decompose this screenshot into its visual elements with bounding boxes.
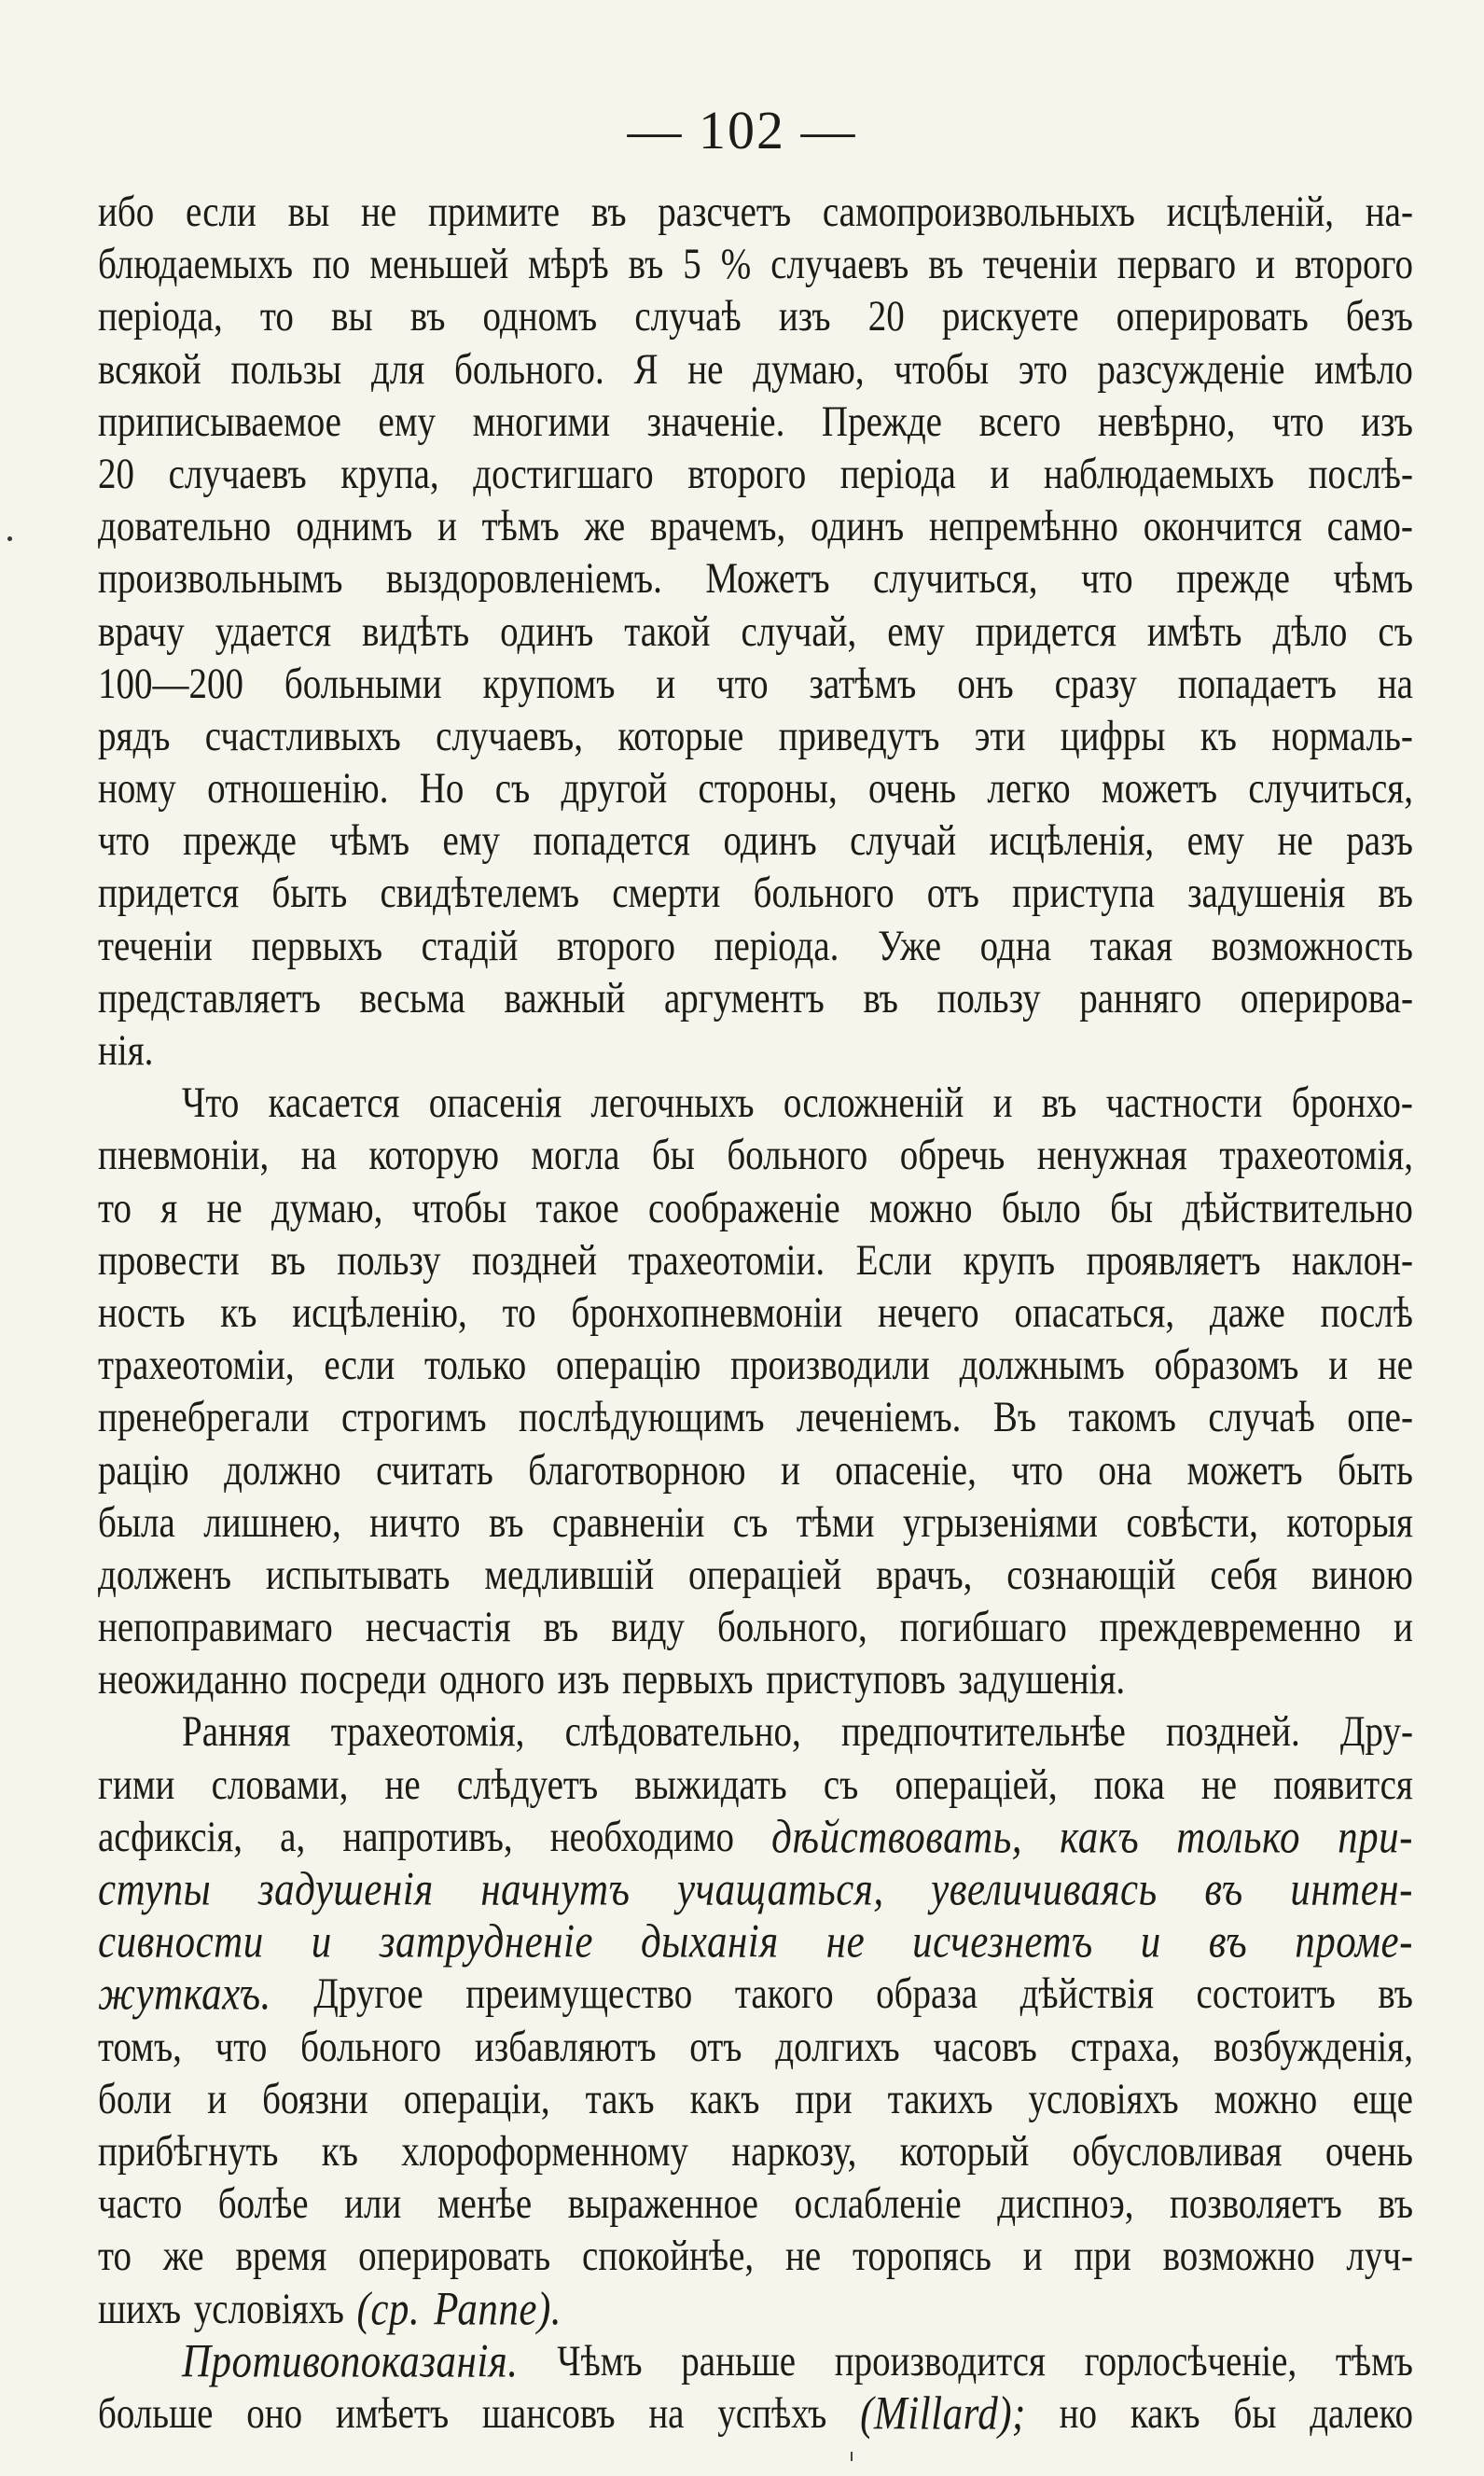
text-line: непоправимаго несчастія въ виду больного, погибшаго преждевременно и [98, 1604, 1413, 1651]
page-number: — 102 — [627, 100, 857, 160]
text-line: была лишнею, ничто въ сравненіи съ тѣми угрызеніями совѣсти, которыя [98, 1498, 1413, 1547]
text-line: то я не думаю, чтобы такое соображеніе можно было бы дѣйствительно [98, 1184, 1413, 1232]
text-line: 100—200 больными крупомъ и что затѣмъ онъ сразу попадаетъ на [98, 660, 1413, 708]
text-line: пневмоніи, на которую могла бы больного обречь ненужная трахеотомія, [98, 1132, 1413, 1180]
text-line: представляетъ весьма важный аргументъ въ пользу ранняго оперирова- [98, 974, 1413, 1022]
text-line: ступы задушенія начнутъ учащаться, увеличиваясь въ интен- [98, 1863, 1413, 1916]
body-text [98, 187, 1413, 2441]
margin-mark [7, 536, 12, 541]
text-line: боли и боязни операціи, такъ какъ при такихъ условіяхъ можно еще [98, 2075, 1413, 2123]
text-line: асфиксія, а, напротивъ, необходимо дѣйствовать, какъ только при- [98, 1811, 1413, 1863]
text-line: приписываемое ему многими значеніе. Прежде всего невѣрно, что изъ [98, 397, 1413, 446]
text-line: рацію должно считать благотворною и опасеніе, что она можетъ быть [98, 1446, 1413, 1495]
text-line: больше оно имѣетъ шансовъ на успѣхъ (Millard); но какъ бы далеко [98, 2387, 1413, 2440]
text-line: блюдаемыхъ по меньшей мѣрѣ въ 5 % случаевъ въ теченіи перваго и второго [98, 241, 1413, 288]
text-line: трахеотоміи, если только операцію производили должнымъ образомъ и не [98, 1342, 1413, 1389]
text-line: придется быть свидѣтелемъ смерти больного отъ приступа задушенія въ [98, 869, 1413, 918]
bottom-tick-mark [851, 2452, 853, 2461]
text-line: ность къ исцѣленію, то бронхопневмоніи нечего опасаться, даже послѣ [98, 1288, 1413, 1337]
text-line: томъ, что больного избавляютъ отъ долгихъ часовъ страха, возбужденія, [98, 2023, 1413, 2071]
text-line: что прежде чѣмъ ему попадется одинъ случай исцѣленія, ему не разъ [98, 817, 1413, 866]
text-line: то же время оперировать спокойнѣе, не торопясь и при возможно луч- [98, 2233, 1413, 2281]
text-line: сивности и затрудненіе дыханія не исчезнетъ и въ проме- [98, 1915, 1413, 1968]
text-line: нія. [98, 1027, 154, 1075]
text-line: ибо если вы не примите въ разсчетъ самопроизвольныхъ исцѣленій, на- [98, 188, 1413, 236]
text-line: пренебрегали строгимъ послѣдующимъ леченіемъ. Въ такомъ случаѣ опе- [98, 1394, 1413, 1442]
text-line: шихъ условіяхъ (ср. Раппе). [98, 2283, 562, 2335]
text-line: часто болѣе или менѣе выраженное ослабленіе диспноэ, позволяетъ въ [98, 2180, 1413, 2228]
text-line: теченіи первыхъ стадій второго періода. Уже одна такая возможность [98, 922, 1413, 970]
text-line: довательно однимъ и тѣмъ же врачемъ, одинъ непремѣнно окончится само- [98, 503, 1413, 550]
text-line: 20 случаевъ крупа, достигшаго второго періода и наблюдаемыхъ послѣ- [98, 450, 1413, 498]
text-line: врачу удается видѣть одинъ такой случай, ему придется имѣть дѣло съ [98, 607, 1413, 656]
text-line: всякой пользы для больного. Я не думаю, чтобы это разсужденіе имѣло [98, 345, 1413, 394]
text-line: рядъ счастливыхъ случаевъ, которые приведутъ эти цифры къ нормаль- [98, 712, 1413, 760]
text-line: неожиданно посреди одного изъ первыхъ приступовъ задушенія. [98, 1656, 1126, 1704]
text-line: провести въ пользу поздней трахеотоміи. Если крупъ проявляетъ наклон- [98, 1236, 1413, 1285]
text-line: прибѣгнуть къ хлороформенному наркозу, который обусловливая очень [98, 2127, 1413, 2176]
text-line: Противопоказанія. Чѣмъ раньше производится горлосѣченіе, тѣмъ [182, 2335, 1413, 2387]
text-line: ному отношенію. Но съ другой стороны, очень легко можетъ случиться, [98, 765, 1413, 813]
text-line: произвольнымъ выздоровленіемъ. Можетъ случиться, что прежде чѣмъ [98, 555, 1413, 604]
text-line: жуткахъ. Другое преимущество такого образа дѣйствія состоитъ въ [98, 1968, 1413, 2021]
text-line: Что касается опасенія легочныхъ осложненій и въ частности бронхо- [182, 1079, 1413, 1127]
text-line: долженъ испытывать медлившій операціей врачъ, сознающій себя виною [98, 1551, 1413, 1599]
text-line: Ранняя трахеотомія, слѣдовательно, предпочтительнѣе поздней. Дру- [182, 1708, 1413, 1757]
text-line: гими словами, не слѣдуетъ выжидать съ операціей, пока не появится [98, 1760, 1413, 1809]
text-line: періода, то вы въ одномъ случаѣ изъ 20 рискуете оперировать безъ [98, 293, 1413, 341]
